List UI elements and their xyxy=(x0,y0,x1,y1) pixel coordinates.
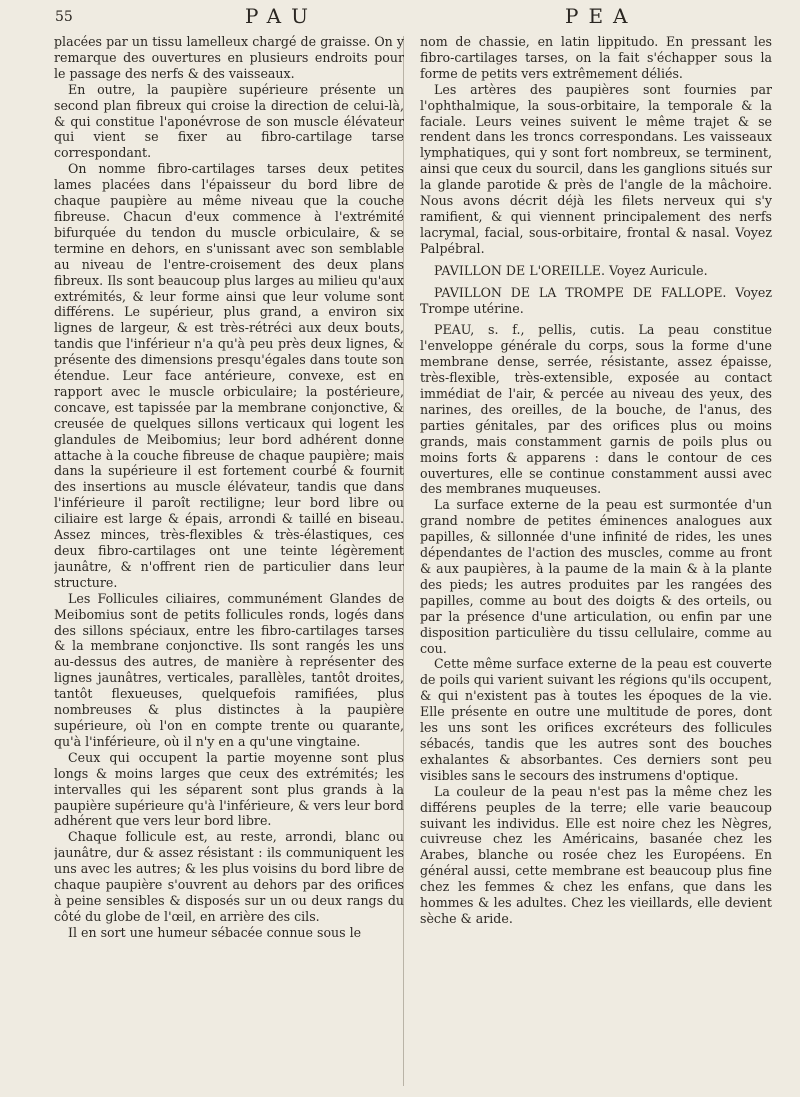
paragraph: On nomme fibro-cartilages tarses deux petites lames placées dans l'épaisseur du bord libre de chaque paupière au même niveau que la couche fibreuse. Chacun d'eux commence à l'extrémité bifurquée du tendon du muscle orbiculaire, & se termine en dehors, en s'unissant avec son semblable au niveau de l'entre-croisement des deux plans fibreux. Ils sont beaucoup plus larges au milieu qu'aux extrémités, & leur forme ainsi que leur volume sont différens. Le supérieur, plus grand, a environ six lignes de largeur, & est très-rétréci aux deux bouts, tandis que l'inférieur n'a qu'à peu près deux lignes, & présente des dimensions presqu'égales dans toute son étendue. Leur face antérieure, convexe, est en rapport avec le muscle orbiculaire; la postérieure, concave, est tapissée par la membrane conjonctive, & creusée de quelques sillons verticaux qui logent les glandules de Meibomius; leur bord adhérent donne attache à la couche fibreuse de chaque paupière; mais dans la supérieure il est fortement courbé & fournit des insertions au muscle élévateur, tandis que dans l'inférieure il paroît rectiligne; leur bord libre ou ciliaire est large & épais, arrondi & taillé en biseau. Assez minces, très-flexibles & très-élastiques, ces deux fibro-cartilages ont une teinte légèrement jaunâtre, & n'offrent rien de particulier dans leur structure. xyxy=(54,161,404,590)
paragraph: Les artères des paupières sont fournies par l'ophthalmique, la sous-orbitaire, la temporale & la faciale. Leurs veines suivent le même trajet & se rendent dans les troncs correspondans. Les vaisseaux lymphatiques, qui y sont fort nombreux, se terminent, ainsi que ceux du sourcil, dans les ganglions situés sur la glande parotide & près de l'angle de la mâchoire. Nous avons décrit déjà les filets nerveux qui s'y ramifient, & qui viennent principalement des nerfs lacrymal, facial, sous-orbitaire, frontal & nasal. Voyez Palpébral. xyxy=(420,81,772,256)
paragraph: Il en sort une humeur sébacée connue sous le xyxy=(68,924,362,940)
paragraph: nom de chassie, en latin lippitudo. En pressant les fibro-cartilages tarses, on la fait s'échapper sous la forme de petits vers extrêmement déliés. xyxy=(420,34,772,81)
right-column xyxy=(420,34,772,1094)
entry-pavillon-oreille: PAVILLON DE L'OREILLE. Voyez Auricule. xyxy=(434,262,708,278)
page-number: 55 xyxy=(55,9,73,25)
entry-peau: PEAU, s. f., pellis, cutis. La peau constitue l'enveloppe générale du corps, sous la forme d'une membrane dense, serrée, résistante, assez épaisse, très-flexible, très-extensible, exposée au contact immédiat de l'air, & percée au niveau des yeux, des narines, des oreilles, de la bouche, de l'anus, des parties génitales, par des orifices plus ou moins grands, mais constamment garnis de poils plus ou moins forts & apparens : dans le contour de ces ouvertures, elle se continue constamment aussi avec des membranes muqueuses. xyxy=(420,322,772,497)
paragraph: Chaque follicule est, au reste, arrondi, blanc ou jaunâtre, dur & assez résistant : ils communiquent les uns avec les autres; & les plus voisins du bord libre de chaque paupière s'ouvrent au dehors par des orifices à peine sensibles & disposés sur un ou deux rangs du côté du globe de l'œil, en arrière des cils. xyxy=(54,829,404,924)
running-head-left: PAU xyxy=(245,4,318,28)
paragraph: Cette même surface externe de la peau est couverte de poils qui varient suivant les régions qu'ils occupent, & qui n'existent pas à toutes les époques de la vie. Elle présente en outre une multitude de pores, dont les uns sont les orifices excréteurs des follicules sébacés, tandis que les autres sont des bouches exhalantes & absorbantes. Ces derniers sont peu visibles sans le secours des instrumens d'optique. xyxy=(420,656,772,783)
entry-pavillon-trompe: PAVILLON DE LA TROMPE DE FALLOPE. Voyez Trompe utérine. xyxy=(420,284,772,316)
paragraph: La surface externe de la peau est surmontée d'un grand nombre de petites éminences analogues aux papilles, & sillonnée d'une infinité de rides, les unes dépendantes de l'action des muscles, comme au front & aux paupières, à la paume de la main & à la plante des pieds; les autres produites par les rangées des papilles, comme au bout des doigts & des orteils, ou par la présence d'une articulation, ou enfin par une disposition particulière du tissu cellulaire, comme au cou. xyxy=(420,497,772,656)
paragraph: placées par un tissu lamelleux chargé de graisse. On y remarque des ouvertures en plusieurs endroits pour le passage des nerfs & des vaisseaux. xyxy=(54,34,404,81)
paragraph: Ceux qui occupent la partie moyenne sont plus longs & moins larges que ceux des extrémités; les intervalles qui les séparent sont plus grands à la paupière supérieure qu'à l'inférieure, & vers leur bord adhérent que vers leur bord libre. xyxy=(54,749,404,829)
paragraph: En outre, la paupière supérieure présente un second plan fibreux qui croise la direction de celui-là, & qui constitue l'aponévrose de son muscle élévateur qui vient se fixer au fibro-cartilage tarse correspondant. xyxy=(54,81,404,161)
left-column xyxy=(54,34,404,1094)
paragraph: Les Follicules ciliaires, communément Glandes de Meibomius sont de petits follicules ronds, logés dans des sillons spéciaux, entre les fibro-cartilages tarses & la membrane conjonctive. Ils sont rangés les uns au-dessus des autres, de manière à représenter des lignes jaunâtres, verticales, parallèles, tantôt droites, tantôt flexueuses, quelquefois ramifiées, plus nombreuses & plus distinctes à la paupière supérieure, où l'on en compte trente ou quarante, qu'à l'inférieure, où il n'y en a qu'une vingtaine. xyxy=(54,590,404,749)
running-head-right: PEA xyxy=(565,4,638,28)
paragraph: La couleur de la peau n'est pas la même chez les différens peuples de la terre; elle varie beaucoup suivant les individus. Elle est noire chez les Nègres, cuivreuse chez les Américains, basanée chez les Arabes, blanche ou rosée chez les Européens. En général aussi, cette membrane est beaucoup plus fine chez les femmes & chez les enfans, que dans les hommes & les adultes. Chez les vieillards, elle devient sèche & aride. xyxy=(420,783,772,926)
